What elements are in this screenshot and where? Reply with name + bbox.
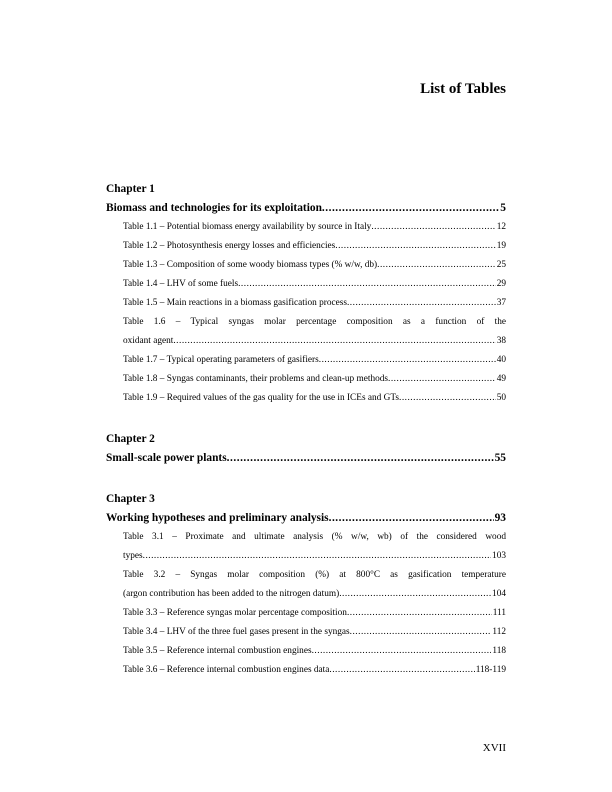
table-entry[interactable]	[106, 294, 506, 313]
dot-leader	[388, 370, 496, 389]
table-entry[interactable]	[106, 547, 506, 566]
table-entry-page: 37	[496, 298, 506, 308]
table-entry-text: types	[123, 551, 143, 561]
chapter-3	[106, 490, 506, 680]
dot-leader	[227, 448, 494, 468]
table-entry-text: Table 3.5 – Reference internal combustion engines	[123, 646, 312, 656]
table-entry-text: Table 1.1 – Potential biomass energy availability by source in Italy	[123, 222, 372, 232]
dot-leader	[143, 547, 491, 566]
table-entry-text: Table 3.4 – LHV of the three fuel gases present in the syngas	[123, 627, 350, 637]
chapter-title: Working hypotheses and preliminary analysis	[106, 512, 329, 524]
page-number: XVII	[482, 742, 506, 754]
dot-leader	[339, 585, 491, 604]
chapter-label: Chapter 3	[106, 493, 155, 505]
table-entry-first-line[interactable]: Table 1.6 – Typical syngas molar percentage composition as a function of the	[123, 317, 506, 327]
dot-leader	[347, 294, 496, 313]
dot-leader	[377, 256, 496, 275]
table-entry-page: 40	[496, 355, 506, 365]
table-entry-text: Table 3.6 – Reference internal combustion engines data	[123, 665, 330, 675]
table-of-contents	[106, 180, 506, 702]
table-entry-page: 103	[492, 551, 506, 561]
table-entry-page: 112	[492, 627, 506, 637]
chapter-1	[106, 180, 506, 408]
dot-leader	[319, 351, 496, 370]
chapter-title-entry[interactable]	[106, 448, 506, 468]
table-entry-page: 118-119	[475, 665, 506, 675]
dot-leader	[329, 661, 474, 680]
page-title: List of Tables	[420, 81, 506, 97]
table-entry-page: 49	[496, 374, 506, 384]
table-entry-text: Table 1.7 – Typical operating parameters of gasifiers	[123, 355, 319, 365]
dot-leader	[347, 604, 492, 623]
table-entry[interactable]	[106, 370, 506, 389]
table-entry-page: 12	[496, 222, 506, 232]
chapter-label: Chapter 2	[106, 433, 155, 445]
dot-leader	[173, 332, 495, 351]
table-entry-text: Table 1.8 – Syngas contaminants, their problems and clean-up methods	[123, 374, 389, 384]
chapter-page: 5	[500, 202, 506, 214]
table-entry-page: 118	[492, 646, 506, 656]
dot-leader	[371, 218, 495, 237]
table-entry-page: 29	[496, 279, 506, 289]
dot-leader	[238, 275, 496, 294]
table-entry-text: Table 1.5 – Main reactions in a biomass gasification process	[123, 298, 347, 308]
table-entry[interactable]	[106, 237, 506, 256]
table-entry[interactable]	[106, 661, 506, 680]
table-entry-text: Table 1.4 – LHV of some fuels	[123, 279, 239, 289]
table-entry-text: oxidant agent	[123, 336, 174, 346]
table-entry[interactable]	[106, 623, 506, 642]
table-entry-text: (argon contribution has been added to the nitrogen datum)	[123, 589, 340, 599]
table-entry[interactable]	[106, 351, 506, 370]
table-entry[interactable]	[106, 642, 506, 661]
table-entry-text: Table 1.9 – Required values of the gas quality for the use in ICEs and GTs	[123, 393, 399, 403]
dot-leader	[335, 237, 495, 256]
chapter-title-entry[interactable]	[106, 508, 506, 528]
table-entry-page: 25	[496, 260, 506, 270]
table-entry-page: 19	[496, 241, 506, 251]
table-entry-page: 50	[496, 393, 506, 403]
chapter-title: Small-scale power plants	[106, 452, 227, 464]
table-entry-text: Table 1.3 – Composition of some woody biomass types (% w/w, db)	[123, 260, 378, 270]
chapter-page: 93	[494, 512, 506, 524]
table-entry-text: Table 3.3 – Reference syngas molar percentage composition	[123, 608, 347, 618]
dot-leader	[399, 389, 496, 408]
chapter-label: Chapter 1	[106, 183, 155, 195]
table-entry[interactable]	[106, 604, 506, 623]
dot-leader	[350, 623, 492, 642]
table-entry-page: 111	[492, 608, 506, 618]
dot-leader	[329, 508, 494, 528]
chapter-page: 55	[494, 452, 506, 464]
table-entry[interactable]	[106, 389, 506, 408]
dot-leader	[312, 642, 492, 661]
table-entry[interactable]	[106, 585, 506, 604]
table-entry[interactable]	[106, 332, 506, 351]
table-entry-page: 38	[496, 336, 506, 346]
table-entry[interactable]	[106, 275, 506, 294]
chapter-title-entry[interactable]	[106, 198, 506, 218]
table-entry-page: 104	[492, 589, 506, 599]
table-entry[interactable]	[106, 256, 506, 275]
chapter-2	[106, 430, 506, 468]
table-entry[interactable]	[106, 218, 506, 237]
table-entry-first-line[interactable]: Table 3.1 – Proximate and ultimate analysis (% w/w, wb) of the considered wood	[123, 532, 506, 542]
table-entry-first-line[interactable]: Table 3.2 – Syngas molar composition (%) at 800°C as gasification temperature	[123, 570, 506, 580]
dot-leader	[322, 198, 499, 218]
table-entry-text: Table 1.2 – Photosynthesis energy losses and efficiencies	[123, 241, 336, 251]
chapter-title: Biomass and technologies for its exploitation	[106, 202, 322, 214]
